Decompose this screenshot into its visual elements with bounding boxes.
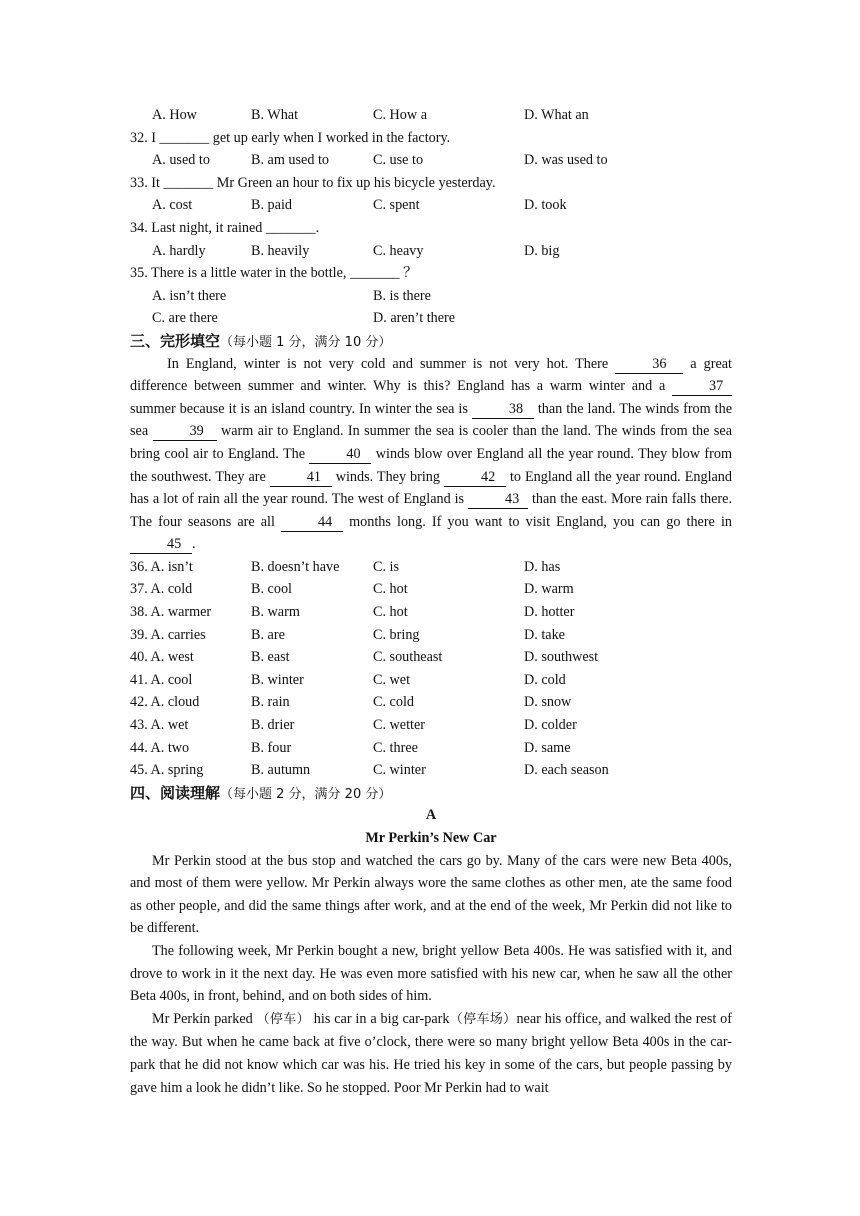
cloze-q38: 38. A. warmer B. warm C. hot D. hotter (130, 604, 575, 621)
passage-paragraph-1: Mr Perkin stood at the bus stop and watched the cars go by. Many of the cars were new Beta 400s, and most of them were yellow. Mr Perkin always wore the same clothes as other men, ate the same food as other people, and did the same things after work, and at the end of the week, Mr Perkin did not like to be different. (130, 852, 732, 937)
option-b: B. paid (251, 197, 292, 214)
option-a: A. used to (152, 152, 210, 169)
blank-41: 41 (270, 469, 332, 487)
option-b: B. heavily (251, 242, 310, 259)
option-c: C. spent (373, 197, 420, 214)
q33-options (130, 194, 732, 217)
cloze-q36: 36. A. isn’t B. doesn’t have C. is D. has (130, 558, 561, 575)
cloze-q40: 40. A. west B. east C. southeast D. southwest (130, 649, 599, 666)
blank-36: 36 (615, 356, 683, 374)
option-a: A. cost (152, 197, 193, 214)
q33-text: 33. It _______ Mr Green an hour to fix up his bicycle yesterday. (130, 174, 496, 191)
blank-42: 42 (444, 469, 506, 487)
option-c: C. use to (373, 152, 424, 169)
q35-options-row2 (130, 307, 732, 330)
reading-passage (130, 850, 732, 1100)
cloze-q45: 45. A. spring B. autumn C. winter D. each season (130, 762, 609, 779)
section4-title: 四、阅读理解 (130, 783, 221, 802)
exam-page (130, 104, 732, 1099)
cloze-q43: 43. A. wet B. drier C. wetter D. colder (130, 717, 577, 734)
section3-heading (130, 330, 732, 353)
option-a: A. hardly (152, 242, 206, 259)
section3-note: （每小题 1 分，满分 10 分） (220, 334, 392, 350)
option-b: B. What (251, 107, 299, 123)
blank-44: 44 (281, 514, 343, 532)
blank-45: 45 (130, 536, 192, 554)
option-c: C. heavy (373, 242, 424, 259)
q32-text: 32. I _______ get up early when I worked in the factory. (130, 129, 451, 146)
option-d: D. took (524, 197, 567, 214)
passage-paragraph-2: The following week, Mr Perkin bought a new, bright yellow Beta 400s. He was satisfied with it, and drove to work in it the next day. He was even more satisfied with his new car, when he saw all the other Beta 400s, in front, behind, and on both sides of him. (130, 942, 732, 1005)
q35-options-row1 (130, 285, 732, 308)
option-d: D. was used to (524, 152, 608, 169)
blank-38: 38 (472, 401, 534, 419)
option-c: C. are there (152, 310, 218, 327)
option-d: D. big (524, 242, 560, 259)
option-b: B. is there (373, 287, 431, 304)
cloze-q39: 39. A. carries B. are C. bring D. take (130, 626, 565, 643)
q31-options (130, 104, 732, 127)
cloze-passage: In England, winter is not very cold and summer is not very hot. There 36 a great difference between summer and winter. Why is this? England has a warm winter and a 37 summer because it is an island country. In winter the sea is 38 than the land. The winds from the sea 39 warm air to England. In summer the sea is cooler than the land. The winds from the sea bring cool air to England. The 40 winds blow over England all the year round. They blow from the southwest. They are 41 winds. They bring 42 to England all the year round. England has a lot of rain all the year round. The west of England is 43 than the east. More rain falls there. The four seasons are all 44 months long. If you want to visit England, you can go there in 45 . (130, 355, 732, 553)
cloze-q37: 37. A. cold B. cool C. hot D. warm (130, 581, 574, 598)
blank-40: 40 (309, 446, 371, 464)
option-a: A. isn’t there (152, 287, 227, 304)
blank-43: 43 (468, 491, 528, 509)
section4-heading (130, 782, 732, 805)
blank-39: 39 (153, 423, 217, 441)
q35-text: 35. There is a little water in the bottle, _______ ？ (130, 265, 418, 282)
option-c: C. How a (373, 107, 427, 123)
section4-note: （每小题 2 分，满分 20 分） (220, 786, 392, 802)
option-d: D. aren’t there (373, 310, 456, 327)
q34-options (130, 240, 732, 263)
option-b: B. am used to (251, 152, 330, 169)
option-a: A. How (152, 107, 197, 123)
option-d: D. What an (524, 107, 589, 123)
passage-label: A (425, 807, 437, 824)
blank-37: 37 (672, 378, 732, 396)
cloze-q44: 44. A. two B. four C. three D. same (130, 739, 571, 756)
cloze-q42: 42. A. cloud B. rain C. cold D. snow (130, 694, 572, 711)
passage-paragraph-3: Mr Perkin parked （停车） his car in a big car-park（停车场）near his office, and walked the rest of the way. But when he came back at five o’clock, there were so many bright yellow Beta 400s in the car-park that he did not know which car was his. He tried his key in some of the cars, but people passing by gave him a look he didn’t like. So he stopped. Poor Mr Perkin had to wait (130, 1010, 732, 1096)
q32-options (130, 149, 732, 172)
q34-text: 34. Last night, it rained _______. (130, 219, 320, 236)
section3-title: 三、完形填空 (130, 331, 221, 350)
cloze-q41: 41. A. cool B. winter C. wet D. cold (130, 671, 566, 688)
passage-title: Mr Perkin’s New Car (365, 830, 497, 846)
